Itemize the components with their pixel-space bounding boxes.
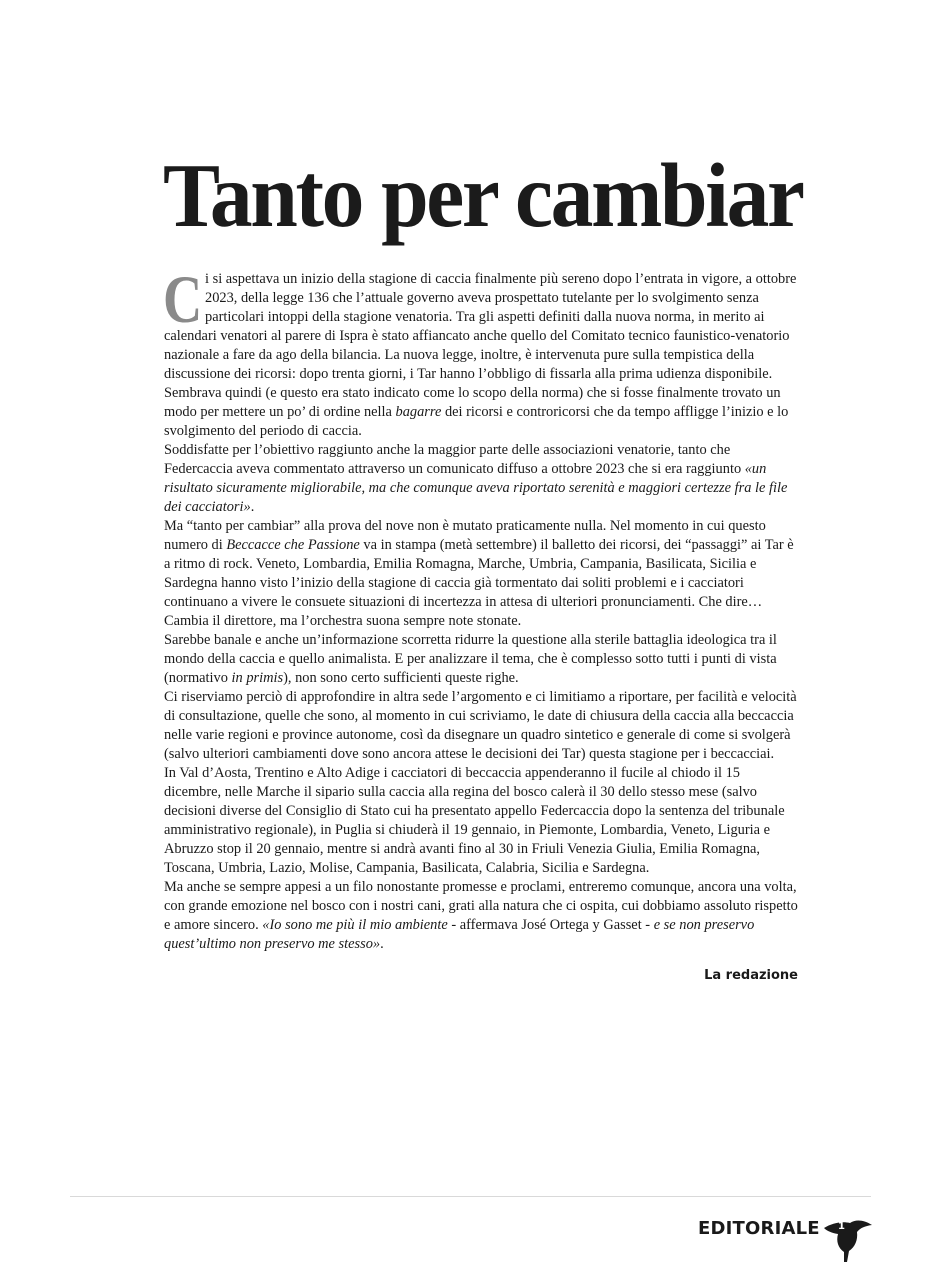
paragraph-text: i si aspettava un inizio della stagione di caccia finalmente più sereno dopo l’entrata in vigore, a ottobre 2023, della legge 136 che l’attuale governo aveva prospettato tutelante per lo svolgimento senza particolari intoppi della stagione venatoria. Tra gli aspetti definiti dalla nuova norma, in merito ai calendari venatori al parere di Ispra è stato affiancato anche quello del Comitato tecnico faunistico-venatorio nazionale a fare da ago della bilancia. La nuova legge, inoltre, è intervenuta pure sulla tempistica della discussione dei ricorsi: dopo trenta giorni, i Tar hanno l’obbligo di fissarla alla prima udienza disponibile. Sembrava quindi (e questo era stato indicato come lo scopo della norma) che si fosse finalmente trovato un modo per mettere un po’ di ordine nella [164,271,797,420]
article-paragraph [164,441,798,517]
italic-text: Beccacce che Passione [226,537,360,553]
paragraph-text: In Val d’Aosta, Trentino e Alto Adige i cacciatori di beccaccia appenderanno il fucile al chiodo il 15 dicembre, nelle Marche il sipario sulla caccia alla regina del bosco calerà il 30 dello stesso mese (salvo decisioni diverse del Consiglio di Stato cui ha presentato appello Federcaccia dopo la sentenza del tribunale amministrativo regionale), in Puglia si chiuderà il 19 gennaio, in Piemonte, Lombardia, Veneto, Liguria e Abruzzo stop il 20 gennaio, mentre si andrà avanti fino al 30 in Friuli Venezia Giulia, Emilia Romagna, Toscana, Umbria, Lazio, Molise, Campania, Basilicata, Calabria, Sicilia e Sardegna. [164,765,785,876]
footer-divider [70,1196,871,1197]
paragraph-text: va in stampa (metà settembre) il balletto dei ricorsi, dei “passaggi” ai Tar è a ritmo di rock. Veneto, Lombardia, Emilia Romagna, Marche, Umbria, Campania, Basilicata, Sicilia e Sardegna hanno visto l’inizio della stagione di caccia già tormentato dai soliti problemi e i cacciatori continuano a vivere le consuete situazioni di incertezza in attesa di ulteriori pronunciamenti. Che dire… Cambia il direttore, ma l’orchestra suona sempre note stonate. [164,537,794,629]
article-paragraph [164,878,798,954]
article-body [163,261,798,985]
article-paragraph [164,631,798,688]
page-number: 1 [838,1221,845,1232]
paragraph-text: Ci riserviamo perciò di approfondire in altra sede l’argomento e ci limitiamo a riportare, per facilità e velocità di consultazione, quelle che sono, al momento in cui scriviamo, le date di chiusura della caccia alla beccaccia nelle varie regioni e province autonome, così da disegnare un quadro sintetico e generale di come si svolgerà (salvo ulteriori cambiamenti dove sono ancora attese le decisioni dei Tar) questa stagione per i beccacciai. [164,689,797,762]
italic-text: bagarre [395,404,442,420]
paragraph-text: . [380,936,384,952]
italic-text: e se non preservo quest’ultimo non preservo me stesso» [164,917,755,952]
article-paragraph [164,764,798,878]
paragraph-text: Ma “tanto per cambiar” alla prova del nove non è mutato praticamente nulla. Nel momento in cui questo numero di [164,518,766,553]
paragraph-text: Soddisfatte per l’obiettivo raggiunto anche la maggior parte delle associazioni venatorie, tanto che Federcaccia aveva commentato attraverso un comunicato diffuso a ottobre 2023 che si era raggiunto [164,442,745,477]
article-paragraph [164,688,798,764]
italic-text: in primis [231,670,284,686]
article-paragraph [163,261,798,441]
paragraph-text: ), non sono certo sufficienti queste righe. [283,670,519,686]
italic-text: «Io sono me più il mio ambiente [262,917,448,933]
italic-text: «un risultato sicuramente migliorabile, ma che comunque aveva riportato serenità e maggiori certezze fra le file dei cacciatori» [164,461,788,515]
article-paragraph [164,517,798,631]
drop-cap: C [163,261,203,337]
section-label: EDITORIALE [698,1218,820,1239]
paragraph-text: dei ricorsi e controricorsi che da tempo affligge l’inizio e lo svolgimento del periodo di caccia. [164,404,789,439]
signature: La redazione [704,968,798,983]
paragraph-text: - affermava José Ortega y Gasset - [447,917,654,933]
paragraph-text: Ma anche se sempre appesi a un filo nonostante promesse e proclami, entreremo comunque, ancora una volta, con grande emozione nel bosco con i nostri cani, grati alla natura che ci ospita, cui dobbiamo assoluto rispetto e amore sincero. [164,879,798,933]
paragraph-text: Sarebbe banale e anche un’informazione scorretta ridurre la questione alla sterile battaglia ideologica tra il mondo della caccia e quello animalista. E per analizzare il tema, che è complesso sotto tutti i punti di vista (normativo [164,632,777,686]
woodcock-logo-icon [822,1214,874,1264]
page-title: Tanto per cambiar [163,145,803,246]
paragraph-text: . [250,499,255,515]
